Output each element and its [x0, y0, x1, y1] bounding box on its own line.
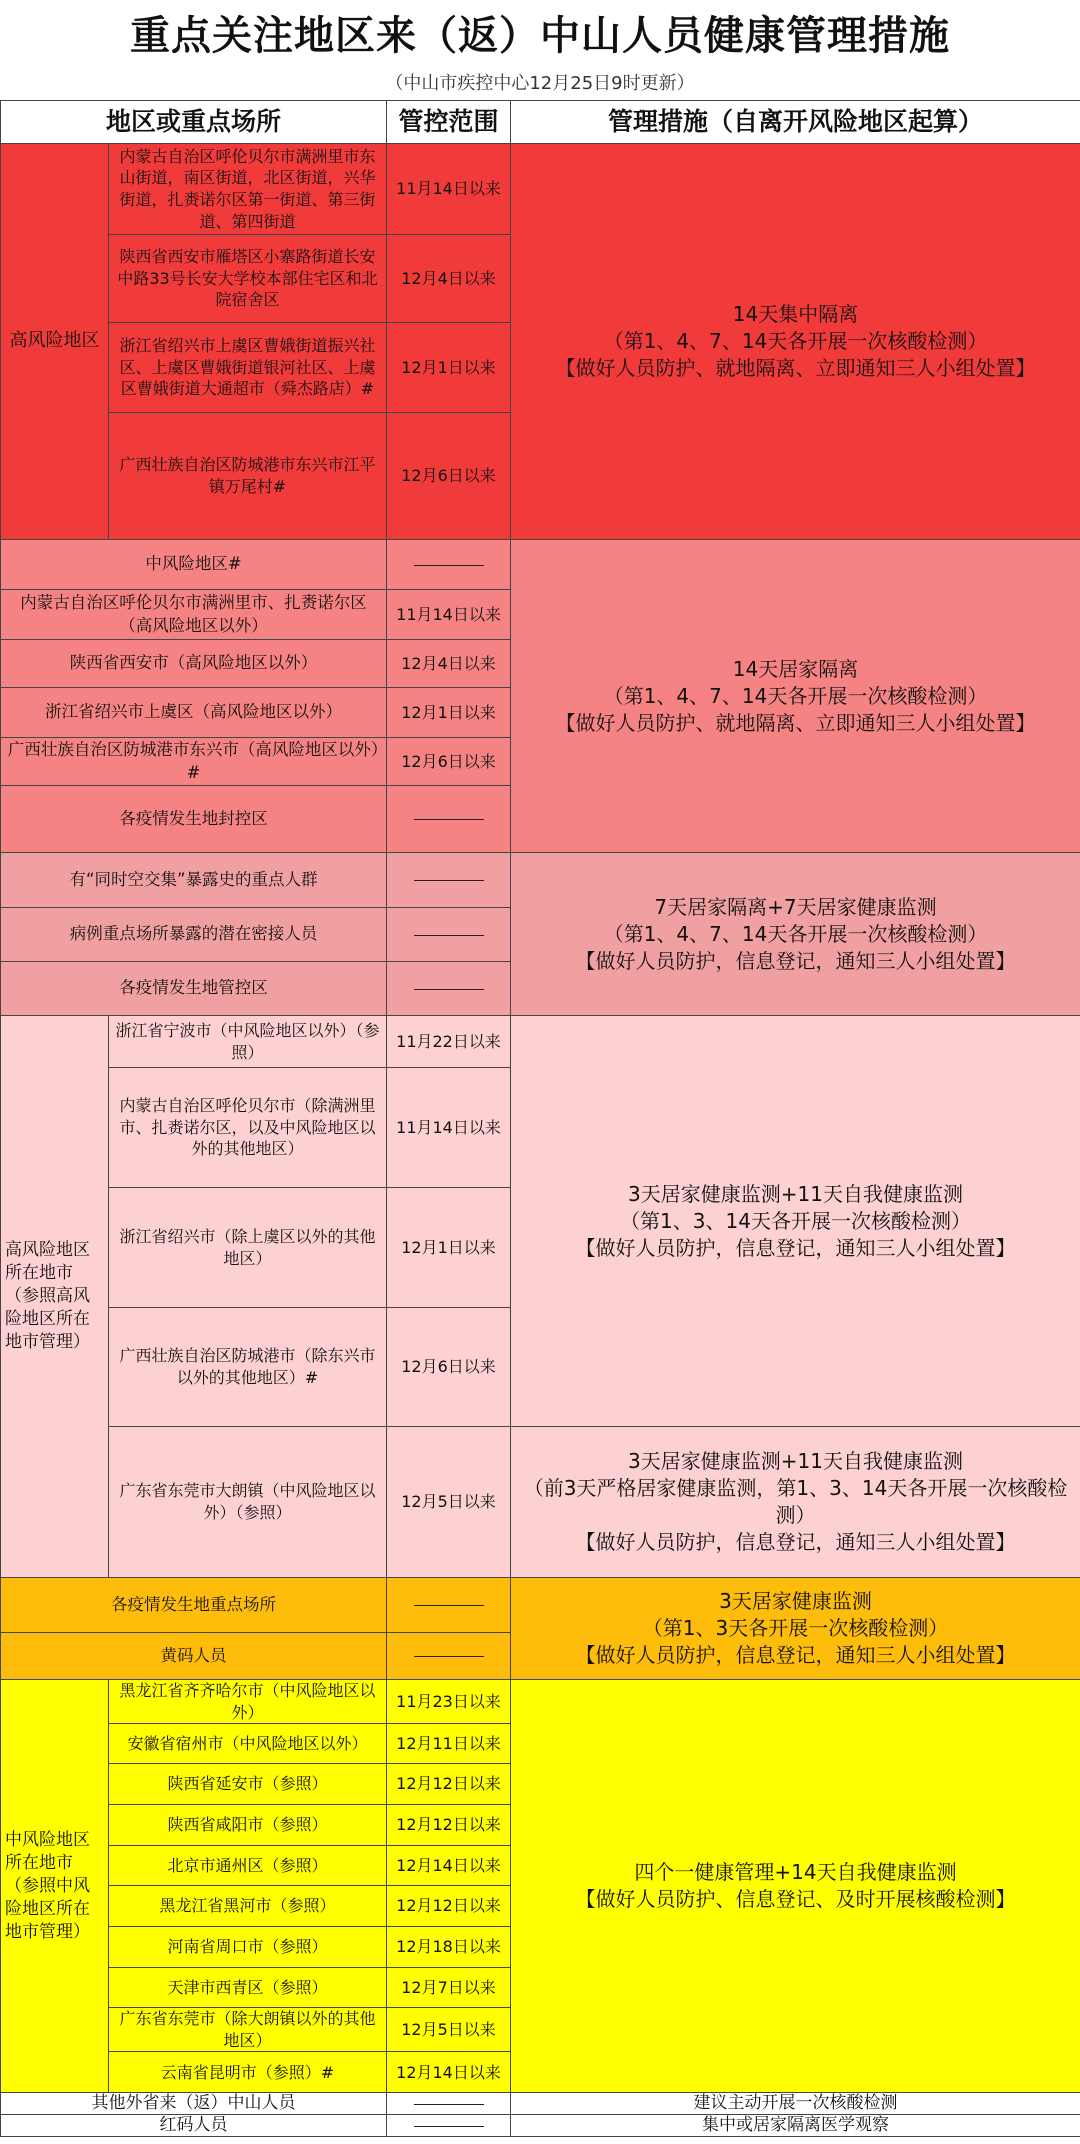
- health-measures-table: [0, 100, 1080, 2137]
- dash-line: [414, 1605, 484, 1606]
- area-cell: 陕西省西安市雁塔区小寨路街道长安中路33号长安大学校本部住宅区和北院宿舍区: [109, 235, 387, 323]
- measure-line: 【做好人员防护、就地隔离、立即通知三人小组处置】: [555, 356, 1036, 380]
- others-measure: 建议主动开展一次核酸检测: [511, 2093, 1080, 2115]
- col-header-scope: 管控范围: [387, 101, 511, 144]
- mid-risk-measure: [511, 540, 1080, 853]
- measure-line: 【做好人员防护，信息登记，通知三人小组处置】: [575, 1643, 1016, 1667]
- time-cell: [387, 786, 511, 853]
- area-cell: 广西壮族自治区防城港市东兴市江平镇万尾村#: [109, 413, 387, 540]
- area-cell: 天津市西青区（参照）: [109, 1968, 387, 2008]
- high-city-label: 高风险地区所在地市（参照高风险地区所在地市管理）: [1, 1016, 109, 1578]
- dash-line: [414, 989, 484, 990]
- page-subtitle: （中山市疾控中心12月25日9时更新）: [385, 73, 695, 94]
- area-cell: 内蒙古自治区呼伦贝尔市（除满洲里市、扎赉诺尔区，以及中风险地区以外的其他地区）: [109, 1068, 387, 1188]
- area-cell: 河南省周口市（参照）: [109, 1927, 387, 1968]
- time-cell: 12月4日以来: [387, 235, 511, 323]
- area-cell: 黄码人员: [1, 1633, 387, 1680]
- measure-line: 【做好人员防护，信息登记，通知三人小组处置】: [575, 948, 1016, 973]
- time-cell: 11月14日以来: [387, 590, 511, 640]
- mid-city-label: 中风险地区所在地市（参照中风险地区所在地市管理）: [1, 1680, 109, 2093]
- area-cell: 广东省东莞市大朗镇（中风险地区以外）（参照）: [109, 1427, 387, 1578]
- high-risk-label: 高风险地区: [1, 144, 109, 540]
- time-cell: 12月1日以来: [387, 1188, 511, 1308]
- dash-line: [414, 565, 484, 566]
- area-cell: 云南省昆明市（参照）#: [109, 2052, 387, 2093]
- area-cell: 陕西省延安市（参照）: [109, 1764, 387, 1805]
- page-title: 重点关注地区来（返）中山人员健康管理措施: [130, 13, 950, 59]
- table-row: [1, 2115, 1080, 2137]
- area-cell: 黑龙江省黑河市（参照）: [109, 1886, 387, 1927]
- contacts-measure: [511, 853, 1080, 1016]
- measure-line: 【做好人员防护，信息登记，通知三人小组处置】: [575, 1530, 1016, 1554]
- time-cell: [387, 962, 511, 1016]
- table-row: [1, 2093, 1080, 2115]
- places-measure: [511, 1578, 1080, 1680]
- measure-line: 7天居家隔离+7天居家健康监测: [654, 894, 937, 919]
- area-cell: 红码人员: [1, 2115, 387, 2137]
- time-cell: 12月6日以来: [387, 738, 511, 786]
- measure-line: 3天居家健康监测+11天自我健康监测: [628, 1449, 963, 1473]
- area-cell: 内蒙古自治区呼伦贝尔市满洲里市、扎赉诺尔区（高风险地区以外）: [1, 590, 387, 640]
- measure-line: （第1、4、7、14天各开展一次核酸检测）: [603, 683, 988, 708]
- time-cell: 12月7日以来: [387, 1968, 511, 2008]
- area-cell: 病例重点场所暴露的潜在密接人员: [1, 908, 387, 962]
- dash-line: [414, 2126, 484, 2127]
- measure-line: 四个一健康管理+14天自我健康监测: [634, 1860, 957, 1885]
- table-header-row: [1, 101, 1080, 144]
- area-cell: 黑龙江省齐齐哈尔市（中风险地区以外）: [109, 1680, 387, 1724]
- measure-line: （第1、4、7、14天各开展一次核酸检测）: [603, 921, 988, 946]
- time-cell: 11月23日以来: [387, 1680, 511, 1724]
- measure-line: （第1、4、7、14天各开展一次核酸检测）: [603, 329, 988, 353]
- area-cell: 广西壮族自治区防城港市（除东兴市以外的其他地区）#: [109, 1308, 387, 1427]
- redcode-measure: 集中或居家隔离医学观察: [511, 2115, 1080, 2137]
- dash-line: [414, 2104, 484, 2105]
- measure-line: 3天居家健康监测: [719, 1589, 872, 1613]
- time-cell: 11月14日以来: [387, 144, 511, 235]
- high-risk-measure: [511, 144, 1080, 540]
- measure-line: （第1、3、14天各开展一次核酸检测）: [620, 1208, 971, 1233]
- area-cell: 中风险地区#: [1, 540, 387, 590]
- table-row: [1, 853, 1080, 908]
- high-city-measure-b: [511, 1427, 1080, 1578]
- time-cell: [387, 1633, 511, 1680]
- area-cell: 各疫情发生地封控区: [1, 786, 387, 853]
- time-cell: 12月1日以来: [387, 688, 511, 738]
- time-cell: [387, 2115, 511, 2137]
- time-cell: 11月22日以来: [387, 1016, 511, 1068]
- table-row: [1, 1427, 1080, 1578]
- mid-city-measure: [511, 1680, 1080, 2093]
- table-row: [1, 1578, 1080, 1633]
- col-header-measure: 管理措施（自离开风险地区起算）: [511, 101, 1080, 144]
- time-cell: 12月12日以来: [387, 1886, 511, 1927]
- area-cell: 北京市通州区（参照）: [109, 1846, 387, 1886]
- time-cell: 12月14日以来: [387, 2052, 511, 2093]
- time-cell: 12月5日以来: [387, 2008, 511, 2052]
- table-row: [1, 540, 1080, 590]
- area-cell: 陕西省咸阳市（参照）: [109, 1805, 387, 1846]
- time-cell: 12月18日以来: [387, 1927, 511, 1968]
- table-row: [1, 144, 1080, 235]
- area-cell: 其他外省来（返）中山人员: [1, 2093, 387, 2115]
- area-cell: 有“同时空交集”暴露史的重点人群: [1, 853, 387, 908]
- area-cell: 浙江省绍兴市上虞区（高风险地区以外）: [1, 688, 387, 738]
- table-row: [1, 1016, 1080, 1068]
- col-header-region: 地区或重点场所: [1, 101, 387, 144]
- time-cell: [387, 908, 511, 962]
- time-cell: 12月12日以来: [387, 1805, 511, 1846]
- high-city-measure-a: [511, 1016, 1080, 1427]
- time-cell: [387, 853, 511, 908]
- time-cell: 12月1日以来: [387, 323, 511, 413]
- time-cell: 12月5日以来: [387, 1427, 511, 1578]
- measure-line: 【做好人员防护，信息登记，通知三人小组处置】: [575, 1235, 1016, 1260]
- area-cell: 内蒙古自治区呼伦贝尔市满洲里市东山街道，南区街道，北区街道，兴华街道，扎赉诺尔区第一街道、第三街道、第四街道: [109, 144, 387, 235]
- measure-line: （前3天严格居家健康监测，第1、3、14天各开展一次核酸检测）: [523, 1476, 1068, 1527]
- time-cell: 12月12日以来: [387, 1764, 511, 1805]
- measure-line: （第1、3天各开展一次核酸检测）: [642, 1616, 949, 1640]
- dash-line: [414, 880, 484, 881]
- area-cell: 陕西省西安市（高风险地区以外）: [1, 640, 387, 688]
- measure-line: 14天居家隔离: [732, 656, 859, 681]
- measure-line: 14天集中隔离: [732, 302, 859, 326]
- time-cell: [387, 2093, 511, 2115]
- time-cell: 11月14日以来: [387, 1068, 511, 1188]
- time-cell: [387, 540, 511, 590]
- area-cell: 各疫情发生地管控区: [1, 962, 387, 1016]
- area-cell: 浙江省绍兴市（除上虞区以外的其他地区）: [109, 1188, 387, 1308]
- area-cell: 浙江省绍兴市上虞区曹娥街道振兴社区、上虞区曹娥街道银河社区、上虞区曹娥街道大通超市（舜杰路店）#: [109, 323, 387, 413]
- time-cell: 12月6日以来: [387, 1308, 511, 1427]
- measure-line: 【做好人员防护、就地隔离、立即通知三人小组处置】: [555, 710, 1036, 735]
- area-cell: 浙江省宁波市（中风险地区以外）（参照）: [109, 1016, 387, 1068]
- time-cell: 12月14日以来: [387, 1846, 511, 1886]
- area-cell: 广西壮族自治区防城港市东兴市（高风险地区以外）#: [1, 738, 387, 786]
- area-cell: 安徽省宿州市（中风险地区以外）: [109, 1724, 387, 1764]
- time-cell: 12月11日以来: [387, 1724, 511, 1764]
- measure-line: 3天居家健康监测+11天自我健康监测: [628, 1181, 963, 1206]
- area-cell: 各疫情发生地重点场所: [1, 1578, 387, 1633]
- dash-line: [414, 819, 484, 820]
- time-cell: [387, 1578, 511, 1633]
- area-cell: 广东省东莞市（除大朗镇以外的其他地区）: [109, 2008, 387, 2052]
- table-row: [1, 1680, 1080, 1724]
- measure-line: 【做好人员防护、信息登记、及时开展核酸检测】: [575, 1887, 1016, 1912]
- time-cell: 12月6日以来: [387, 413, 511, 540]
- dash-line: [414, 935, 484, 936]
- time-cell: 12月4日以来: [387, 640, 511, 688]
- dash-line: [414, 1656, 484, 1657]
